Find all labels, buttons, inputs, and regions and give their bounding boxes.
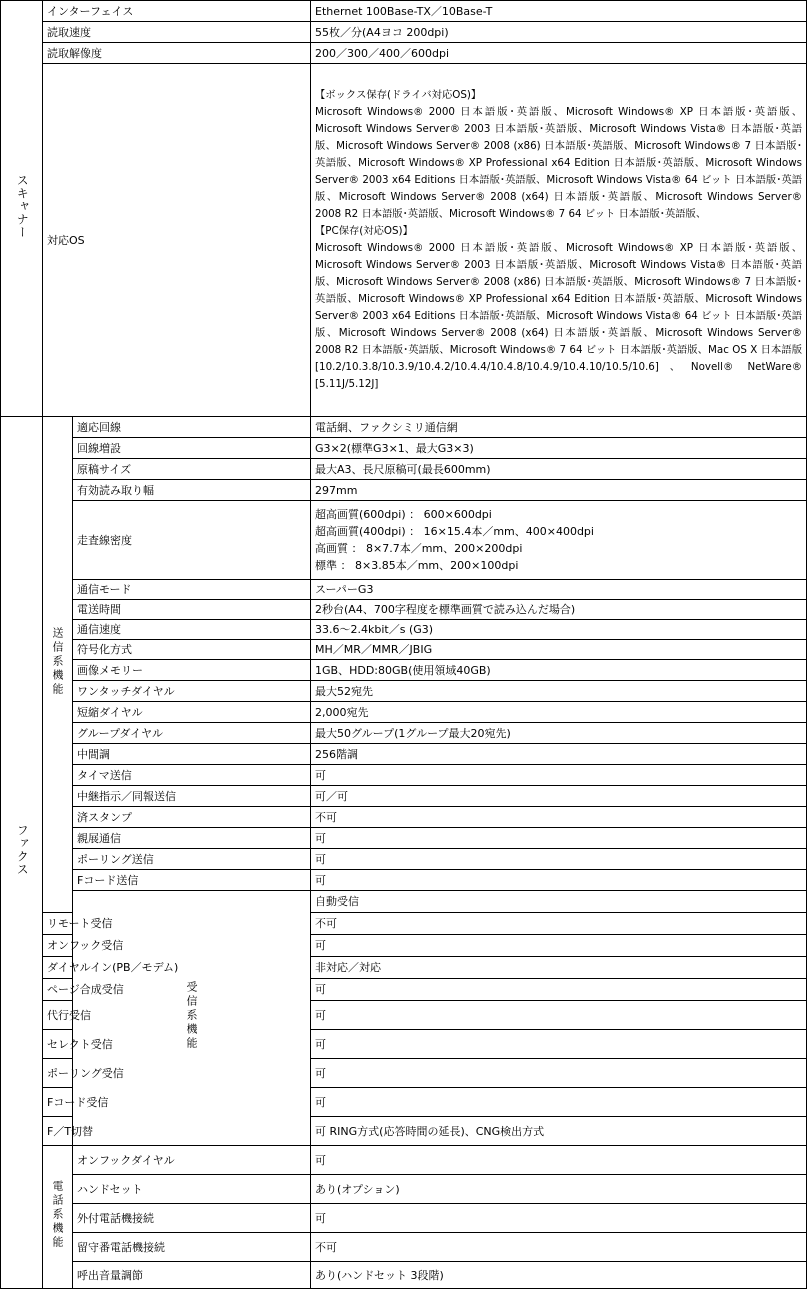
spec-label: 符号化方式 (73, 640, 311, 660)
os-pc-text: Microsoft Windows® 2000 日本語版･英語版、Microsoft Windows® XP 日本語版･英語版、Microsoft Windows Server® 2003 日本語版･英語版、Microsoft Windows Vista® 日本語版･英語版、Microsoft Windows Server® 2008 (x86) 日本語版･英語版、Microsoft Windows® 7 日本語版･英語版、Microsoft Windows® XP Professional x64 Edition 日本語版･英語版、Microsoft Windows Server® 2003 x64 Editions 日本語版･英語版、Microsoft Windows Vista® 64 ビット 日本語版･英語版、Microsoft Windows Server® 2008 (x64) 日本語版･英語版、Microsoft Windows Server® 2008 R2 日本語版･英語版、Microsoft Windows® 7 64 ビット 日本語版･英語版、Mac OS X 日本語版[10.2/10.3.8/10.3.9/10.4.2/10.4.4/10.4.8/10.4.9/10.4.10/10.5/10.6]、Novell® NetWare® [5.11J/5.12J] (315, 242, 803, 390)
spec-label: Fコード受信 (43, 1088, 73, 1117)
spec-value: 不可 (311, 807, 807, 828)
os-box-header: 【ボックス保存(ドライバ対応OS)】 (315, 89, 482, 101)
spec-value: 不可 (311, 913, 807, 935)
spec-label: Fコード送信 (73, 870, 311, 891)
spec-value: 最大52宛先 (311, 681, 807, 702)
os-box-text: Microsoft Windows® 2000 日本語版･英語版、Microsoft Windows® XP 日本語版･英語版、Microsoft Windows Server® 2003 日本語版･英語版、Microsoft Windows Vista® 日本語版･英語版、Microsoft Windows Server® 2008 (x86) 日本語版･英語版、Microsoft Windows® 7 日本語版･英語版、Microsoft Windows® XP Professional x64 Edition 日本語版･英語版、Microsoft Windows Server® 2003 x64 Editions 日本語版･英語版、Microsoft Windows Vista® 64 ビット 日本語版･英語版、Microsoft Windows Server® 2008 (x64) 日本語版･英語版、Microsoft Windows Server® 2008 R2 日本語版･英語版、Microsoft Windows® 7 64 ビット 日本語版･英語版、 (315, 106, 803, 220)
spec-label: 留守番電話機接続 (73, 1233, 311, 1262)
spec-label: リモート受信 (43, 913, 73, 935)
spec-value: 可 (311, 1059, 807, 1088)
spec-label: ページ合成受信 (43, 979, 73, 1001)
spec-label: セレクト受信 (43, 1030, 73, 1059)
spec-label: 代行受信 (43, 1001, 73, 1030)
spec-value: 33.6～2.4kbit／s (G3) (311, 620, 807, 640)
spec-value: 55枚／分(A4ヨコ 200dpi) (311, 22, 807, 43)
spec-label: 親展通信 (73, 828, 311, 849)
os-list (311, 64, 807, 417)
spec-value: 297mm (311, 480, 807, 501)
spec-label: タイマ送信 (73, 765, 311, 786)
spec-value: 可 RING方式(応答時間の延長)、CNG検出方式 (311, 1117, 807, 1146)
spec-label: ワンタッチダイヤル (73, 681, 311, 702)
spec-value: 可 (311, 1030, 807, 1059)
spec-value: スーパーG3 (311, 580, 807, 600)
spec-value: あり(オプション) (311, 1175, 807, 1204)
spec-value: 200／300／400／600dpi (311, 43, 807, 64)
spec-value: 電話網、ファクシミリ通信網 (311, 417, 807, 438)
spec-label: ポーリング送信 (73, 849, 311, 870)
spec-value: 可 (311, 1204, 807, 1233)
spec-value: 可／可 (311, 786, 807, 807)
density-line: 超高画質(400dpi) ： 16×15.4本／mm、400×400dpi (315, 525, 594, 538)
spec-value: 可 (311, 1088, 807, 1117)
density-line: 標準 ： 8×3.85本／mm、200×100dpi (315, 559, 519, 572)
spec-value: MH／MR／MMR／JBIG (311, 640, 807, 660)
spec-label: 適応回線 (73, 417, 311, 438)
spec-value: 可 (311, 935, 807, 957)
spec-value: Ethernet 100Base-TX／10Base-T (311, 1, 807, 22)
spec-value: 2,000宛先 (311, 702, 807, 723)
spec-label: 有効読み取り幅 (73, 480, 311, 501)
spec-value: 最大50グループ(1グループ最大20宛先) (311, 723, 807, 744)
spec-label: 読取解像度 (43, 43, 311, 64)
spec-label: オンフック受信 (43, 935, 73, 957)
spec-value: あり(ハンドセット 3段階) (311, 1262, 807, 1289)
fax-section-label: ファクス (1, 417, 43, 1289)
spec-value: 可 (311, 828, 807, 849)
spec-label: 通信速度 (73, 620, 311, 640)
phone-group-label: 電話系機能 (43, 1146, 73, 1289)
spec-label: 短縮ダイヤル (73, 702, 311, 723)
spec-value: G3×2(標準G3×1、最大G3×3) (311, 438, 807, 459)
spec-label: 読取速度 (43, 22, 311, 43)
spec-label: 電送時間 (73, 600, 311, 620)
spec-value: 可 (311, 1146, 807, 1175)
receive-group-label: 受信系機能 (73, 891, 311, 1146)
spec-value: 非対応／対応 (311, 957, 807, 979)
spec-label: 回線増設 (73, 438, 311, 459)
spec-label: 画像メモリー (73, 660, 311, 681)
spec-label: 自動受信 (311, 891, 807, 913)
density-values (311, 501, 807, 580)
spec-label: ダイヤルイン(PB／モデム) (43, 957, 73, 979)
os-label: 対応OS (43, 64, 311, 417)
density-line: 高画質 ： 8×7.7本／mm、200×200dpi (315, 542, 523, 555)
spec-value: 可 (311, 870, 807, 891)
spec-label: グループダイヤル (73, 723, 311, 744)
spec-value: 可 (311, 849, 807, 870)
spec-label: 原稿サイズ (73, 459, 311, 480)
send-group-label: 送信系機能 (43, 417, 73, 913)
spec-value: 不可 (311, 1233, 807, 1262)
spec-label: 中継指示／同報送信 (73, 786, 311, 807)
spec-label: 外付電話機接続 (73, 1204, 311, 1233)
spec-value: 可 (311, 1001, 807, 1030)
spec-label: F／T切替 (43, 1117, 73, 1146)
density-label: 走査線密度 (73, 501, 311, 580)
spec-value: 1GB、HDD:80GB(使用領域40GB) (311, 660, 807, 681)
spec-value: 可 (311, 765, 807, 786)
spec-label: 中間調 (73, 744, 311, 765)
spec-label: ポーリング受信 (43, 1059, 73, 1088)
spec-label: 済スタンプ (73, 807, 311, 828)
spec-label: ハンドセット (73, 1175, 311, 1204)
spec-label: 呼出音量調節 (73, 1262, 311, 1289)
spec-label: 通信モード (73, 580, 311, 600)
spec-value: 最大A3、長尺原稿可(最長600mm) (311, 459, 807, 480)
scanner-section-label: スキャナー (1, 1, 43, 417)
spec-label: オンフックダイヤル (73, 1146, 311, 1175)
os-pc-header: 【PC保存(対応OS)】 (315, 225, 413, 237)
spec-value: 2秒台(A4、700字程度を標準画質で読み込んだ場合) (311, 600, 807, 620)
spec-label: インターフェイス (43, 1, 311, 22)
spec-value: 可 (311, 979, 807, 1001)
density-line: 超高画質(600dpi) ： 600×600dpi (315, 508, 492, 521)
spec-value: 256階調 (311, 744, 807, 765)
